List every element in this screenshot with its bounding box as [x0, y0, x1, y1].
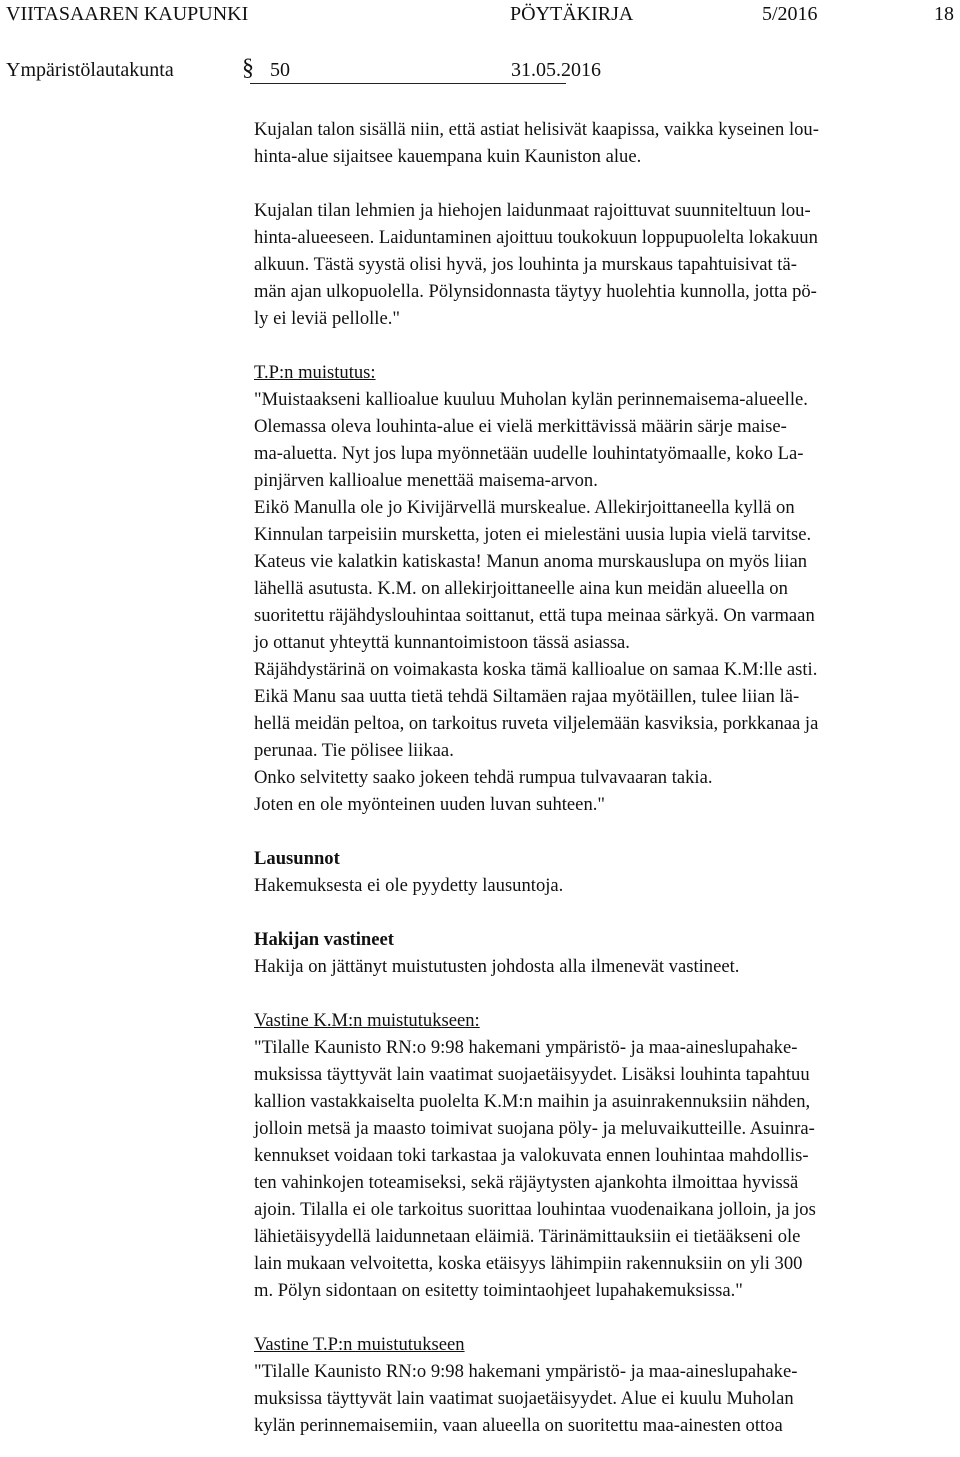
text-line: pinjärven kallioalue menettää maisema-arvon.: [254, 470, 598, 491]
text-line: muksissa täyttyvät lain vaatimat suojaetäisyydet. Alue ei kuulu Muholan: [254, 1388, 794, 1409]
section-number: 50: [270, 59, 290, 81]
text-line: ly ei leviä pellolle.": [254, 308, 400, 329]
text-line: kallion vastakkaiselta puolelta K.M:n maihin ja asuinrakennuksiin nähden,: [254, 1091, 811, 1112]
lausunnot-section: [254, 845, 944, 899]
tp-objection-heading: T.P:n muistutus:: [254, 362, 376, 383]
committee-name: Ympäristölautakunta: [6, 59, 174, 81]
header-underline: [250, 83, 566, 84]
text-line: m. Pölyn sidontaan on esitetty toimintaohjeet lupahakemuksissa.": [254, 1280, 743, 1301]
text-line: ajoin. Tilalla ei ole tarkoitus suorittaa louhintaa vuodenaikana jolloin, ja jos: [254, 1199, 816, 1220]
section-symbol: §: [242, 55, 254, 81]
tp-objection: [254, 359, 944, 818]
text-line: män ajan ulkopuolella. Pölynsidonnasta täytyy huolehtia kunnolla, jotta pö-: [254, 281, 817, 302]
text-line: ten vahinkojen toteamiseksi, sekä räjäytysten ajankohta ilmoittaa hyvissä: [254, 1172, 799, 1193]
vastine-tp-heading: Vastine T.P:n muistutukseen: [254, 1334, 465, 1355]
text-line: "Muistaakseni kallioalue kuuluu Muholan kylän perinnemaisema-alueelle.: [254, 389, 808, 410]
document-number: 5/2016: [762, 3, 818, 25]
hakijan-vastineet-heading: Hakijan vastineet: [254, 929, 394, 950]
text-line: perunaa. Tie pölisee liikaa.: [254, 740, 454, 761]
text-line: Hakemuksesta ei ole pyydetty lausuntoja.: [254, 875, 564, 896]
text-line: lähellä asutusta. K.M. on allekirjoittaneelle aina kun meidän alueella on: [254, 578, 788, 599]
lausunnot-heading: Lausunnot: [254, 848, 340, 869]
text-line: hinta-alue sijaitsee kauempana kuin Kauniston alue.: [254, 146, 642, 167]
text-line: jo ottanut yhteyttä kunnantoimistoon tässä asiassa.: [254, 632, 630, 653]
text-line: muksissa täyttyvät lain vaatimat suojaetäisyydet. Lisäksi louhinta tapahtuu: [254, 1064, 810, 1085]
text-line: Eikä Manu saa uutta tietä tehdä Siltamäen rajaa myötäillen, tulee liian lä-: [254, 686, 800, 707]
document-body: [254, 116, 944, 1439]
page-number: 18: [934, 3, 954, 25]
text-line: hinta-alueeseen. Laiduntaminen ajoittuu toukokuun loppupuolelta lokakuun: [254, 227, 818, 248]
text-line: kennukset voidaan toki tarkastaa ja valokuvata ennen louhintaa mahdollis-: [254, 1145, 809, 1166]
meeting-date: 31.05.2016: [511, 59, 601, 81]
text-line: suoritettu räjähdyslouhintaa soittanut, että tupa meinaa särkyä. On varmaan: [254, 605, 815, 626]
text-line: jolloin metsä ja maasto toimivat suojana pöly- ja meluvaikutteille. Asuinra-: [254, 1118, 815, 1139]
text-line: lain mukaan velvoitetta, koska etäisyys lähimpiin rakennuksiin on yli 300: [254, 1253, 803, 1274]
municipality-name: VIITASAAREN KAUPUNKI: [6, 3, 249, 25]
text-line: "Tilalle Kaunisto RN:o 9:98 hakemani ympäristö- ja maa-aineslupahake-: [254, 1361, 798, 1382]
text-line: ma-aluetta. Nyt jos lupa myönnetään uudelle louhintatyömaalle, koko La-: [254, 443, 804, 464]
vastine-tp-section: [254, 1331, 944, 1439]
text-line: "Tilalle Kaunisto RN:o 9:98 hakemani ympäristö- ja maa-aineslupahake-: [254, 1037, 798, 1058]
vastine-km-heading: Vastine K.M:n muistutukseen:: [254, 1010, 480, 1031]
text-line: Kujalan talon sisällä niin, että astiat helisivät kaapissa, vaikka kyseinen lou-: [254, 119, 819, 140]
text-line: kylän perinnemaisemiin, vaan alueella on suoritettu maa-ainesten ottoa: [254, 1415, 783, 1436]
paragraph-kujalan-tila: [254, 197, 944, 332]
document-type: PÖYTÄKIRJA: [510, 3, 634, 25]
text-line: Kujalan tilan lehmien ja hiehojen laidunmaat rajoittuvat suunniteltuun lou-: [254, 200, 811, 221]
hakijan-vastineet-section: [254, 926, 944, 980]
text-line: lähietäisyydellä laidunnetaan eläimiä. Tärinämittauksiin ei tietääkseni ole: [254, 1226, 801, 1247]
text-line: Kateus vie kalatkin katiskasta! Manun anoma murskauslupa on myös liian: [254, 551, 808, 572]
text-line: Hakija on jättänyt muistutusten johdosta alla ilmenevät vastineet.: [254, 956, 740, 977]
text-line: Eikö Manulla ole jo Kivijärvellä murskealue. Allekirjoittaneella kyllä on: [254, 497, 795, 518]
text-line: Räjähdystärinä on voimakasta koska tämä kallioalue on samaa K.M:lle asti.: [254, 659, 818, 680]
paragraph-kujalan-talo: [254, 116, 944, 170]
vastine-km-section: [254, 1007, 944, 1304]
text-line: alkuun. Tästä syystä olisi hyvä, jos louhinta ja murskaus tapahtuisivat tä-: [254, 254, 797, 275]
text-line: Joten en ole myönteinen uuden luvan suhteen.": [254, 794, 605, 815]
text-line: Onko selvitetty saako jokeen tehdä rumpua tulvavaaran takia.: [254, 767, 713, 788]
text-line: hellä meidän peltoa, on tarkoitus ruveta viljelemään kasviksia, porkkanaa ja: [254, 713, 819, 734]
text-line: Olemassa oleva louhinta-alue ei vielä merkittävissä määrin särje maise-: [254, 416, 787, 437]
text-line: Kinnulan tarpeisiin mursketta, joten ei mielestäni uusia lupia vielä tarvitse.: [254, 524, 812, 545]
